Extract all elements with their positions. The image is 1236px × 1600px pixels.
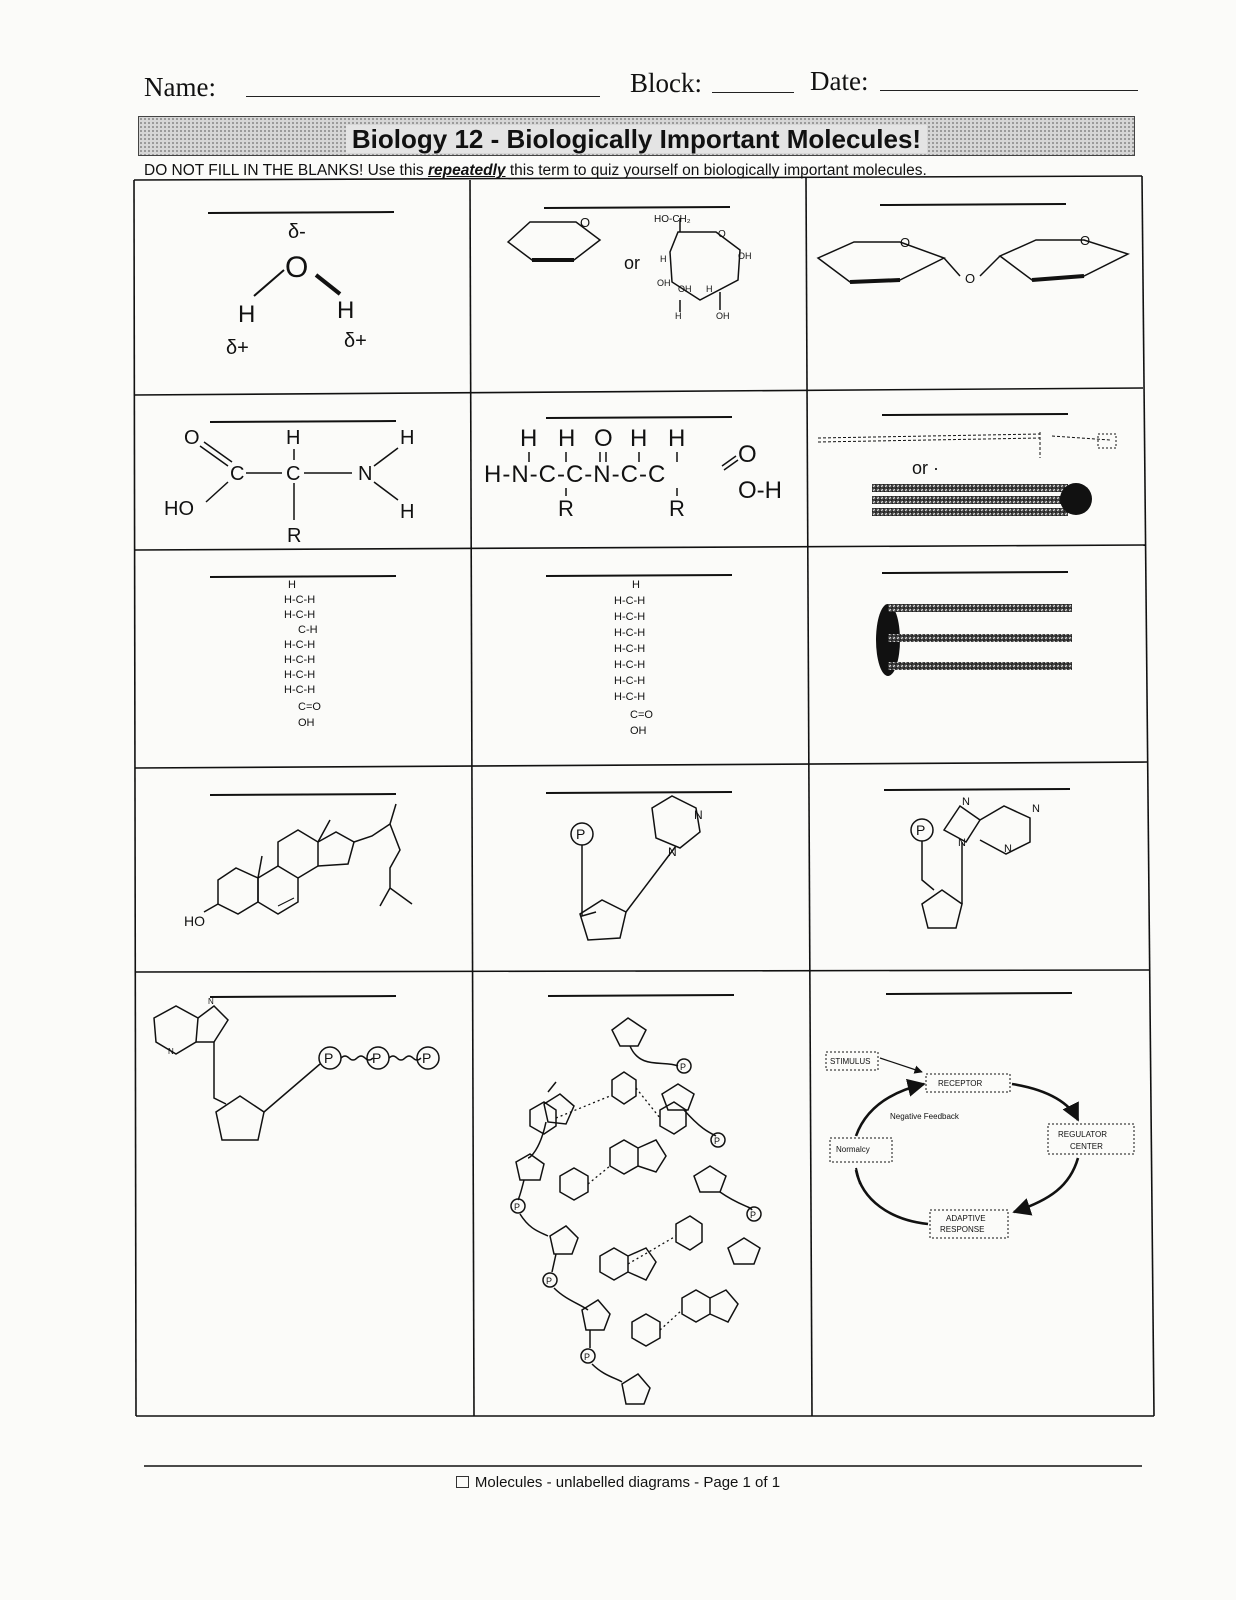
amino-nitrogen: N: [358, 463, 373, 485]
chain-atom: C-H: [298, 624, 318, 636]
page-title: Biology 12 - Biologically Important Molecules!: [346, 125, 927, 153]
carboxyl-carbon: C: [230, 463, 245, 485]
unsaturated-fatty-acid: [284, 579, 321, 729]
homeostasis-diagram: [826, 1052, 1134, 1238]
footer: [0, 1474, 1236, 1491]
hydroxyl-group: O-H: [738, 477, 782, 504]
chain-atom: H-C-H: [614, 659, 646, 671]
chain-atom: H-C-H: [614, 611, 646, 623]
r-group: R: [558, 496, 574, 521]
answer-blank[interactable]: [210, 794, 396, 795]
stimulus-label: STIMULUS: [830, 1057, 871, 1066]
answer-blank[interactable]: [882, 572, 1068, 573]
answer-blank[interactable]: [210, 421, 396, 422]
h-atom: H: [706, 284, 713, 294]
answer-blank[interactable]: [210, 576, 396, 577]
document-icon: [456, 1476, 469, 1488]
ch2oh-group: HO-CH₂: [654, 214, 691, 225]
delta-plus-label: δ+: [226, 337, 249, 359]
saturated-fatty-acid: [614, 579, 653, 737]
hydroxyl-group: HO: [164, 498, 194, 520]
instructions: DO NOT FILL IN THE BLANKS! Use this repeatedly this term to quiz yourself on biologically important molecules.: [144, 162, 927, 179]
peptide-backbone: H-N-C-C-N-C-C: [484, 461, 667, 488]
glycosidic-oxygen: O: [965, 271, 976, 286]
nitrogen-atom: N: [208, 997, 214, 1006]
oxygen-atom: O: [594, 425, 613, 452]
hydrogen-atom: H: [400, 427, 415, 449]
nitrogen-atom: N: [668, 845, 677, 859]
atp: [154, 997, 439, 1140]
nitrogen-atom: N: [1004, 843, 1012, 855]
phosphate-label: P: [546, 1276, 553, 1286]
oh-group: OH: [678, 284, 692, 294]
delta-plus-label: δ+: [344, 330, 367, 352]
phospholipid: [818, 432, 1116, 516]
nitrogen-atom: N: [962, 796, 970, 808]
phosphate-label: P: [680, 1062, 687, 1072]
answer-blank[interactable]: [208, 212, 394, 213]
hydroxyl-group: HO: [184, 913, 205, 929]
purine-nucleotide: [911, 796, 1040, 928]
pyrimidine-nucleotide: [571, 796, 703, 940]
chain-atom: H-C-H: [284, 684, 316, 696]
carbonyl-oxygen: O: [184, 427, 200, 449]
nitrogen-atom: N: [958, 837, 966, 849]
chain-atom: H-C-H: [614, 595, 646, 607]
chain-atom: OH: [630, 725, 647, 737]
answer-blank[interactable]: [210, 996, 396, 997]
hydrogen-atom: H: [400, 501, 415, 523]
chain-atom: OH: [298, 717, 315, 729]
normalcy-label: Normalcy: [836, 1145, 870, 1154]
hydrogen-atom: H: [558, 425, 576, 452]
regulator-label: CENTER: [1070, 1142, 1103, 1151]
chain-atom: H-C-H: [614, 675, 646, 687]
carbonyl-oxygen: O: [738, 441, 757, 468]
hydrogen-atom: H: [668, 425, 686, 452]
nitrogen-atom: N: [168, 1047, 174, 1056]
hydrogen-atom: H: [238, 301, 256, 328]
negative-feedback-label: Negative Feedback: [890, 1112, 959, 1121]
name-label: Name:: [144, 72, 216, 102]
ring-oxygen: O: [1080, 233, 1091, 248]
monosaccharide: [508, 214, 752, 321]
nitrogen-atom: N: [694, 808, 703, 822]
footer-text: Molecules - unlabelled diagrams - Page 1 of 1: [474, 1474, 781, 1491]
answer-blank[interactable]: [548, 995, 734, 996]
phosphate-head: [1060, 483, 1092, 515]
answer-blank[interactable]: [546, 417, 732, 418]
alpha-carbon: C: [286, 463, 301, 485]
answer-blank[interactable]: [544, 207, 730, 208]
date-label: Date:: [810, 66, 869, 96]
chain-atom: H: [288, 579, 296, 591]
phosphate-label: P: [324, 1050, 334, 1066]
phosphate-label: P: [372, 1050, 382, 1066]
ring-oxygen: O: [580, 215, 591, 230]
grid-lines: [134, 176, 1154, 1416]
adaptive-label: ADAPTIVE: [946, 1214, 986, 1223]
chain-atom: H-C-H: [614, 691, 646, 703]
nitrogen-atom: N: [1032, 803, 1040, 815]
steroid: [184, 804, 412, 929]
adaptive-label: RESPONSE: [940, 1225, 985, 1234]
water-molecule: [226, 221, 367, 359]
phosphate-label: P: [584, 1352, 591, 1362]
phosphate-label: P: [916, 822, 926, 838]
answer-blank[interactable]: [882, 414, 1068, 415]
ring-oxygen: O: [900, 235, 911, 250]
answer-blank[interactable]: [886, 993, 1072, 994]
r-group: R: [287, 525, 302, 547]
disaccharide: [818, 233, 1128, 286]
phosphate-label: P: [714, 1136, 721, 1146]
ring-oxygen: O: [718, 229, 726, 240]
hydrogen-atom: H: [337, 297, 355, 324]
chain-atom: H-C-H: [284, 654, 316, 666]
regulator-label: REGULATOR: [1058, 1130, 1108, 1139]
dipeptide: [484, 425, 782, 521]
chain-atom: C=O: [630, 709, 653, 721]
delta-minus-label: δ-: [288, 221, 306, 243]
phosphate-label: P: [576, 826, 586, 842]
oxygen-atom: O: [285, 251, 309, 284]
hydrogen-atom: H: [520, 425, 538, 452]
chain-atom: H-C-H: [614, 643, 646, 655]
chain-atom: C=O: [298, 701, 321, 713]
answer-blank[interactable]: [880, 204, 1066, 205]
chain-atom: H: [632, 579, 640, 591]
chain-atom: H-C-H: [284, 639, 316, 651]
or-label: or ·: [912, 458, 939, 478]
h-atom: H: [675, 311, 682, 321]
chain-atom: H-C-H: [614, 627, 646, 639]
dna-double-helix: [511, 1018, 761, 1404]
hydrogen-atom: H: [286, 427, 301, 449]
triglyceride: [876, 604, 1072, 676]
answer-blank[interactable]: [546, 792, 732, 793]
hydrogen-atom: H: [630, 425, 648, 452]
answer-blank[interactable]: [546, 575, 732, 576]
receptor-label: RECEPTOR: [938, 1079, 983, 1088]
oh-group: OH: [716, 311, 730, 321]
chain-atom: H-C-H: [284, 594, 316, 606]
chain-atom: H-C-H: [284, 609, 316, 621]
amino-acid: [164, 427, 414, 547]
answer-blank[interactable]: [884, 789, 1070, 790]
h-atom: H: [660, 254, 667, 264]
phosphate-label: P: [422, 1050, 432, 1066]
or-label: or: [624, 253, 641, 273]
phosphate-label: P: [514, 1202, 521, 1212]
phosphate-label: P: [750, 1210, 757, 1220]
block-label: Block:: [630, 68, 702, 98]
oh-group: OH: [738, 251, 752, 261]
chain-atom: H-C-H: [284, 669, 316, 681]
oh-group: OH: [657, 278, 671, 288]
r-group: R: [669, 496, 685, 521]
